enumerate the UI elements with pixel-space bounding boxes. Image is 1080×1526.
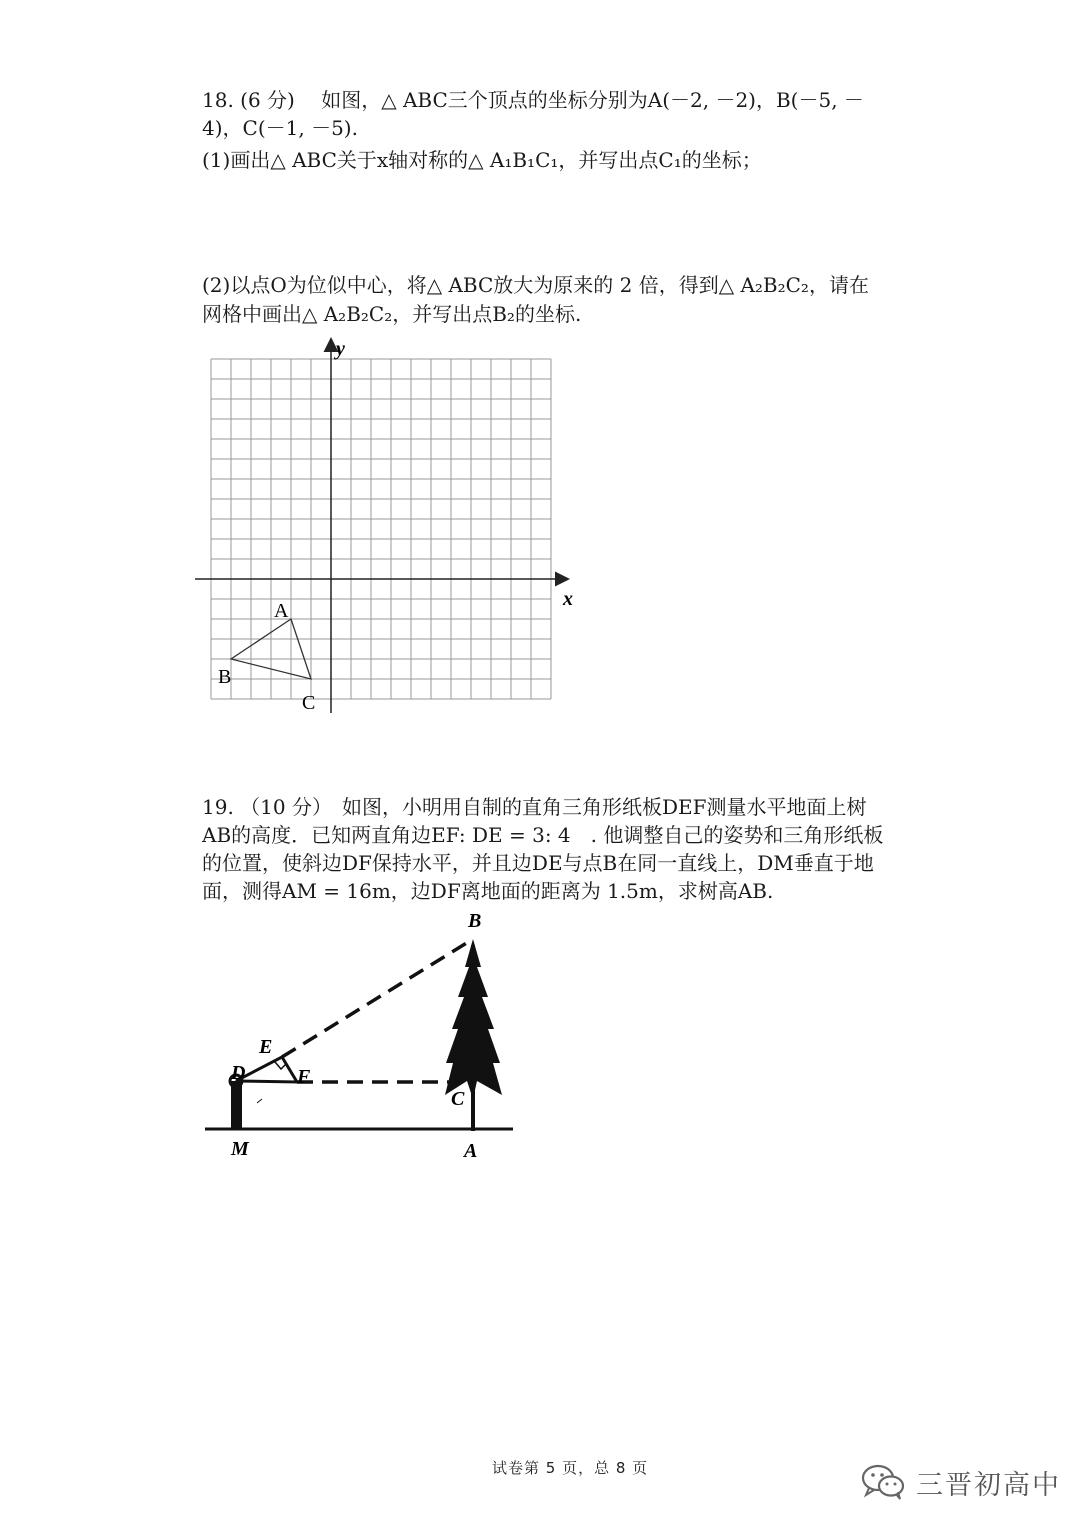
page-footer: 试卷第 5 页，总 8 页 — [492, 1459, 649, 1477]
tree-measurement-figure — [205, 905, 525, 1165]
watermark-text: 三晋初高中 — [916, 1469, 1061, 1501]
label-c: C — [451, 1088, 465, 1110]
coordinate-grid-figure — [195, 335, 585, 720]
vertex-c-label: C — [302, 692, 316, 714]
q18-part-2-line-1: (2)以点O为位似中心，将△ ABC放大为原来的 2 倍，得到△ A₂B₂C₂，请在 — [202, 273, 869, 297]
label-e: E — [259, 1036, 273, 1058]
q19-line-4: 面，测得AM = 16m，边DF离地面的距离为 1.5m，求树高AB. — [202, 879, 774, 903]
q19-line-2: AB的高度．已知两直角边EF: DE = 3: 4 . 他调整自己的姿势和三角形纸板 — [202, 823, 884, 847]
tick-mark — [257, 1099, 262, 1103]
q18-line-1: 18. (6 分) 如图，△ ABC三个顶点的坐标分别为A(－2, －2)，B(－5, － — [202, 88, 864, 112]
tree-foliage — [445, 939, 502, 1099]
y-axis-label: y — [336, 338, 345, 360]
label-d: D — [231, 1062, 246, 1084]
x-axis-label: x — [563, 588, 573, 610]
label-m: M — [231, 1138, 249, 1160]
vertex-b-label: B — [218, 666, 232, 688]
watermark — [860, 1460, 1061, 1504]
label-a: A — [464, 1140, 478, 1162]
vertex-a-label: A — [274, 600, 289, 622]
label-b: B — [468, 910, 482, 932]
label-f: F — [297, 1066, 311, 1088]
wechat-icon — [860, 1462, 906, 1502]
sight-line-eb — [282, 939, 473, 1057]
q18-part-1: (1)画出△ ABC关于x轴对称的△ A₁B₁C₁，并写出点C₁的坐标； — [202, 148, 762, 172]
q18-line-2: 4)，C(－1, －5). — [202, 116, 358, 140]
q19-line-1: 19. （10 分） 如图，小明用自制的直角三角形纸板DEF测量水平地面上树 — [202, 795, 867, 819]
q18-part-2-line-2: 网格中画出△ A₂B₂C₂，并写出点B₂的坐标. — [202, 302, 582, 326]
grid-lines — [211, 359, 551, 699]
q19-line-3: 的位置，使斜边DF保持水平，并且边DE与点B在同一直线上，DM垂直于地 — [202, 851, 874, 875]
